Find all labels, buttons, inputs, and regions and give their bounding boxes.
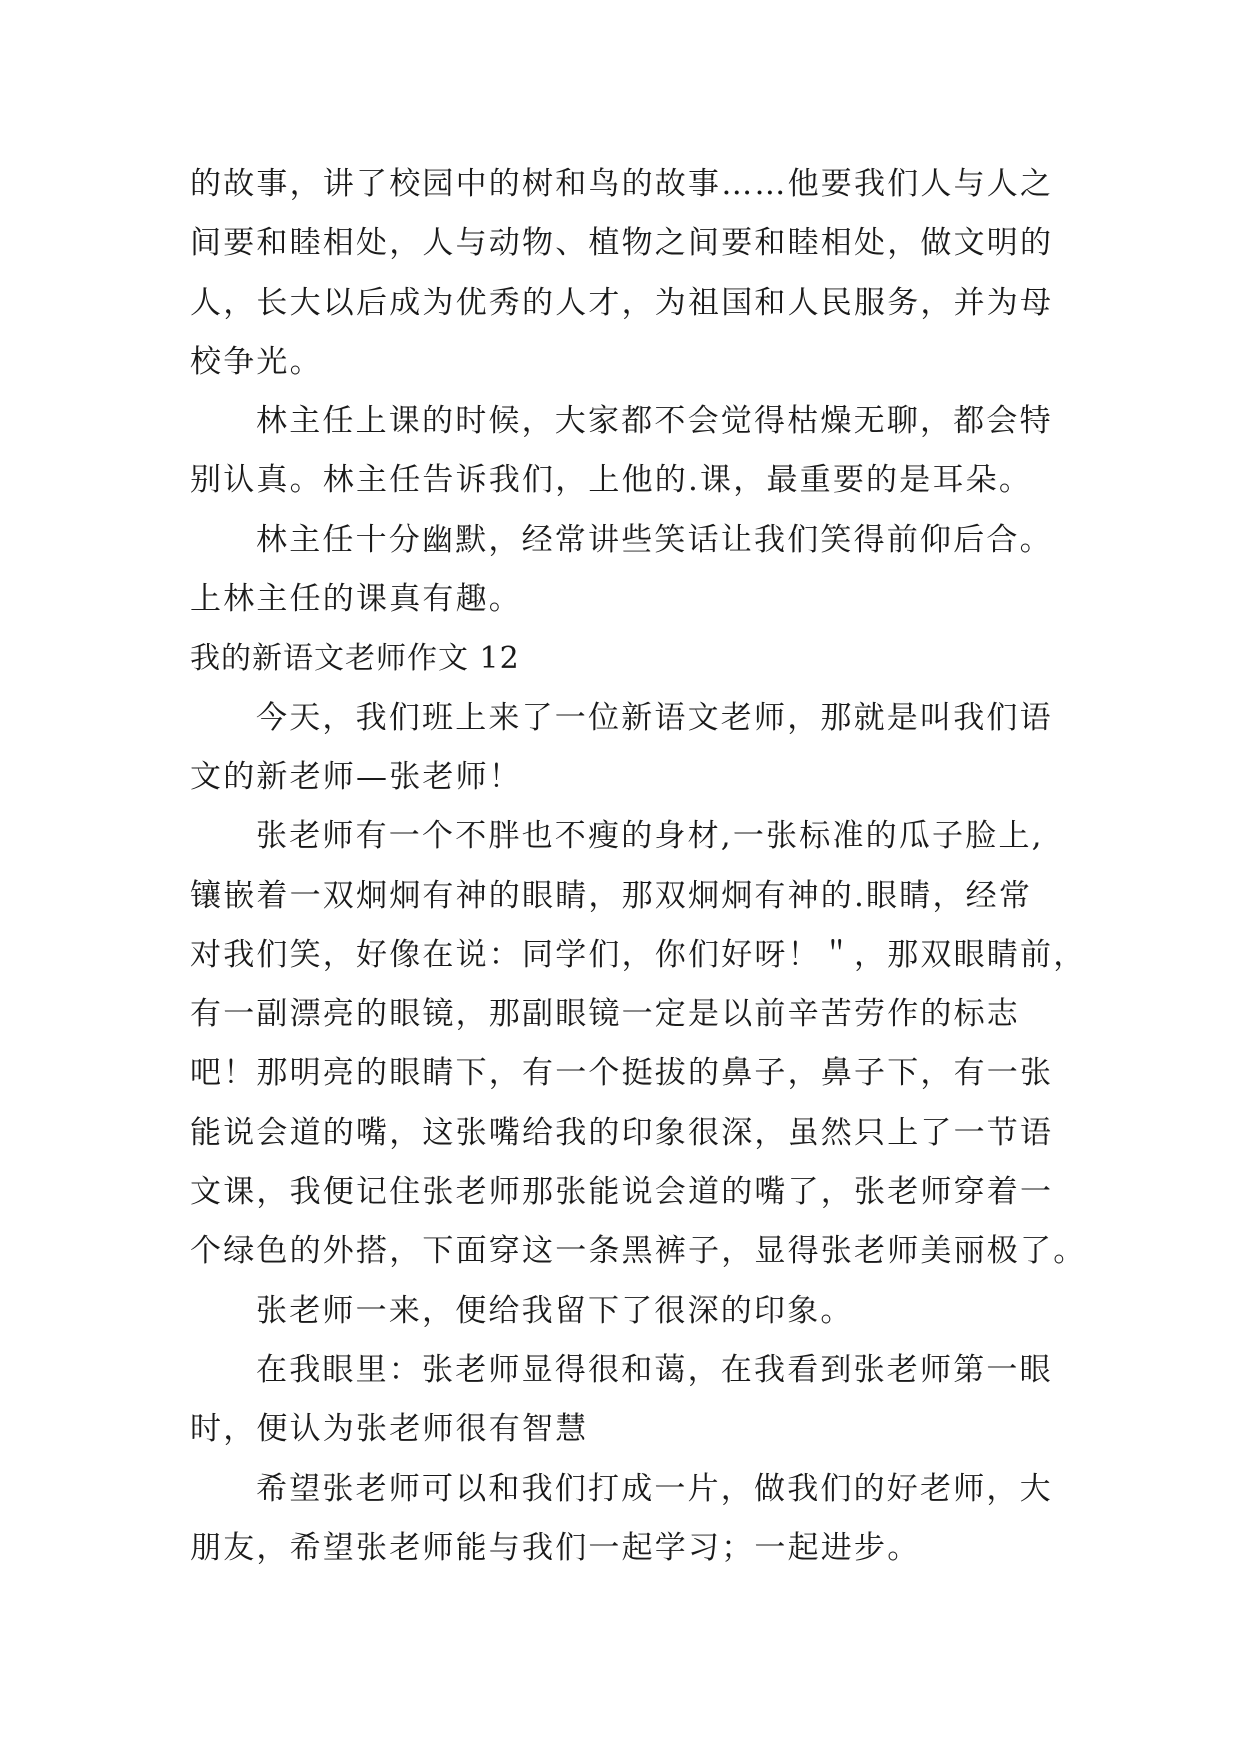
paragraph-line: 朋友，希望张老师能与我们一起学习；一起进步。 (190, 1529, 921, 1566)
paragraph-line: 吧！那明亮的眼睛下，有一个挺拔的鼻子，鼻子下，有一张 (190, 1055, 1054, 1092)
paragraph-line: 时，便认为张老师很有智慧 (190, 1411, 589, 1448)
section-heading: 我的新语文老师作文 12 (190, 641, 520, 677)
paragraph-line: 对我们笑，好像在说：同学们，你们好呀！＂，那双眼睛前， (190, 936, 1087, 973)
paragraph-line: 有一副漂亮的眼镜，那副眼镜一定是以前辛苦劳作的标志 (190, 996, 1020, 1033)
paragraph-line: 能说会道的嘴，这张嘴给我的印象很深，虽然只上了一节语 (190, 1114, 1054, 1151)
paragraph-line: 林主任十分幽默，经常讲些笑话让我们笑得前仰后合。 (256, 521, 1053, 558)
paragraph-line: 上林主任的课真有趣。 (190, 581, 522, 618)
paragraph-line: 镶嵌着一双炯炯有神的眼睛，那双炯炯有神的.眼睛，经常 (190, 877, 1033, 914)
paragraph-line: 的故事，讲了校园中的树和鸟的故事……他要我们人与人之 (190, 166, 1054, 202)
paragraph-line: 在我眼里：张老师显得很和蔼，在我看到张老师第一眼 (256, 1351, 1053, 1388)
paragraph-line: 校争光。 (190, 343, 323, 380)
document-page (190, 155, 1087, 1578)
paragraph-line: 张老师一来，便给我留下了很深的印象。 (256, 1292, 854, 1329)
paragraph-line: 希望张老师可以和我们打成一片，做我们的好老师，大 (256, 1470, 1053, 1507)
paragraph-line: 林主任上课的时候，大家都不会觉得枯燥无聊，都会特 (256, 403, 1053, 440)
paragraph-line: 人，长大以后成为优秀的人才，为祖国和人民服务，并为母 (190, 284, 1054, 321)
paragraph-line: 文的新老师—张老师！ (190, 758, 522, 795)
paragraph-line: 今天，我们班上来了一位新语文老师，那就是叫我们语 (256, 699, 1053, 736)
paragraph-line: 别认真。林主任告诉我们，上他的.课，最重要的是耳朵。 (190, 462, 1033, 499)
paragraph-line: 文课，我便记住张老师那张能说会道的嘴了，张老师穿着一 (190, 1174, 1054, 1211)
paragraph-line: 个绿色的外搭，下面穿这一条黑裤子，显得张老师美丽极了。 (190, 1233, 1087, 1270)
paragraph-line: 张老师有一个不胖也不瘦的身材,一张标准的瓜子脸上, (256, 818, 1044, 855)
paragraph-line: 间要和睦相处，人与动物、植物之间要和睦相处，做文明的 (190, 225, 1054, 262)
